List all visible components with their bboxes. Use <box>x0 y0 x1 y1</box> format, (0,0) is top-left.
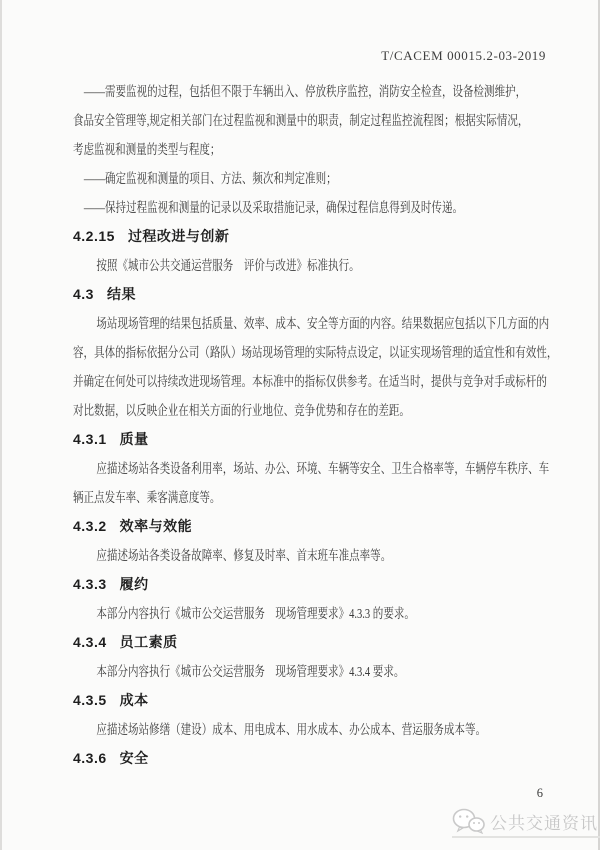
watermark-label: 公共交通资讯 <box>490 813 598 833</box>
section-number: 4.3 <box>73 286 94 302</box>
wechat-icon <box>452 808 485 834</box>
document-body <box>73 77 570 773</box>
section-heading <box>73 570 570 599</box>
text-line: 食品安全管理等,规定相关部门在过程监视和测量中的职责，制定过程监控流程图；根据实际情况， <box>73 113 529 128</box>
section-number: 4.3.3 <box>73 576 107 592</box>
section-heading <box>73 686 570 715</box>
text-line: ——确定监视和测量的项目、方法、频次和判定准则； <box>83 171 337 186</box>
section-title: 员工素质 <box>119 634 178 650</box>
text-line: 对比数据，以反映企业在相关方面的行业地位、竞争优势和存在的差距。 <box>73 403 410 418</box>
section-title: 成本 <box>119 692 149 708</box>
section-title: 履约 <box>119 576 149 592</box>
section-heading <box>73 425 570 454</box>
page-left-edge <box>0 0 2 850</box>
section-title: 结果 <box>106 286 136 302</box>
text-line: 应描述场站各类设备故障率、修复及时率、首末班车准点率等。 <box>96 548 392 563</box>
text-line: 按照《城市公共交通运营服务 评价与改进》标准执行。 <box>96 258 360 273</box>
section-title: 安全 <box>119 750 149 766</box>
text-line: 考虑监视和测量的类型与程度； <box>73 142 221 157</box>
text-line: 本部分内容执行《城市公交运营服务 现场管理要求》4.3.4 要求。 <box>96 664 405 679</box>
text-line: 场站现场管理的结果包括质量、效率、成本、安全等方面的内容。结果数据应包括以下几方面的内 <box>96 316 550 331</box>
section-heading <box>73 628 570 657</box>
section-title: 过程改进与创新 <box>127 228 230 244</box>
section-number: 4.3.2 <box>73 518 107 534</box>
section-title: 质量 <box>119 431 149 447</box>
section-title: 效率与效能 <box>119 518 193 534</box>
text-line: 应描述场站各类设备利用率，场站、办公、环境、车辆等安全、卫生合格率等，车辆停车秩序、车 <box>96 461 550 476</box>
section-number: 4.3.1 <box>73 431 107 447</box>
text-line: 本部分内容执行《城市公交运营服务 现场管理要求》4.3.3 的要求。 <box>96 606 415 621</box>
section-heading <box>73 280 570 309</box>
section-heading <box>73 744 570 773</box>
text-line: ——需要监视的过程，包括但不限于车辆出入、停放秩序监控，消防安全检查，设备检测维护， <box>83 84 527 99</box>
section-number: 4.3.4 <box>73 634 107 650</box>
section-number: 4.3.5 <box>73 692 107 708</box>
doc-number: T/CACEM 00015.2-03-2019 <box>381 48 546 63</box>
text-line: 辆正点发车率、乘客满意度等。 <box>73 490 221 505</box>
text-line: 容，具体的指标依据分公司（路队）场站现场管理的实际特点设定，以证实现场管理的适宜性和有效性， <box>73 345 558 360</box>
text-line: ——保持过程监视和测量的记录以及采取措施记录，确保过程信息得到及时传递。 <box>83 200 464 215</box>
page-number: 6 <box>536 786 543 800</box>
section-heading <box>73 512 570 541</box>
section-number: 4.2.15 <box>73 228 115 244</box>
section-number: 4.3.6 <box>73 750 107 766</box>
section-heading <box>73 222 570 251</box>
text-line: 应描述场站修缮（建设）成本、用电成本、用水成本、办公成本、营运服务成本等。 <box>96 722 487 737</box>
watermark <box>452 808 600 838</box>
text-line: 并确定在何处可以持续改进现场管理。本标准中的指标仅供参考。在适当时，提供与竞争对手或标杆的 <box>73 374 547 389</box>
